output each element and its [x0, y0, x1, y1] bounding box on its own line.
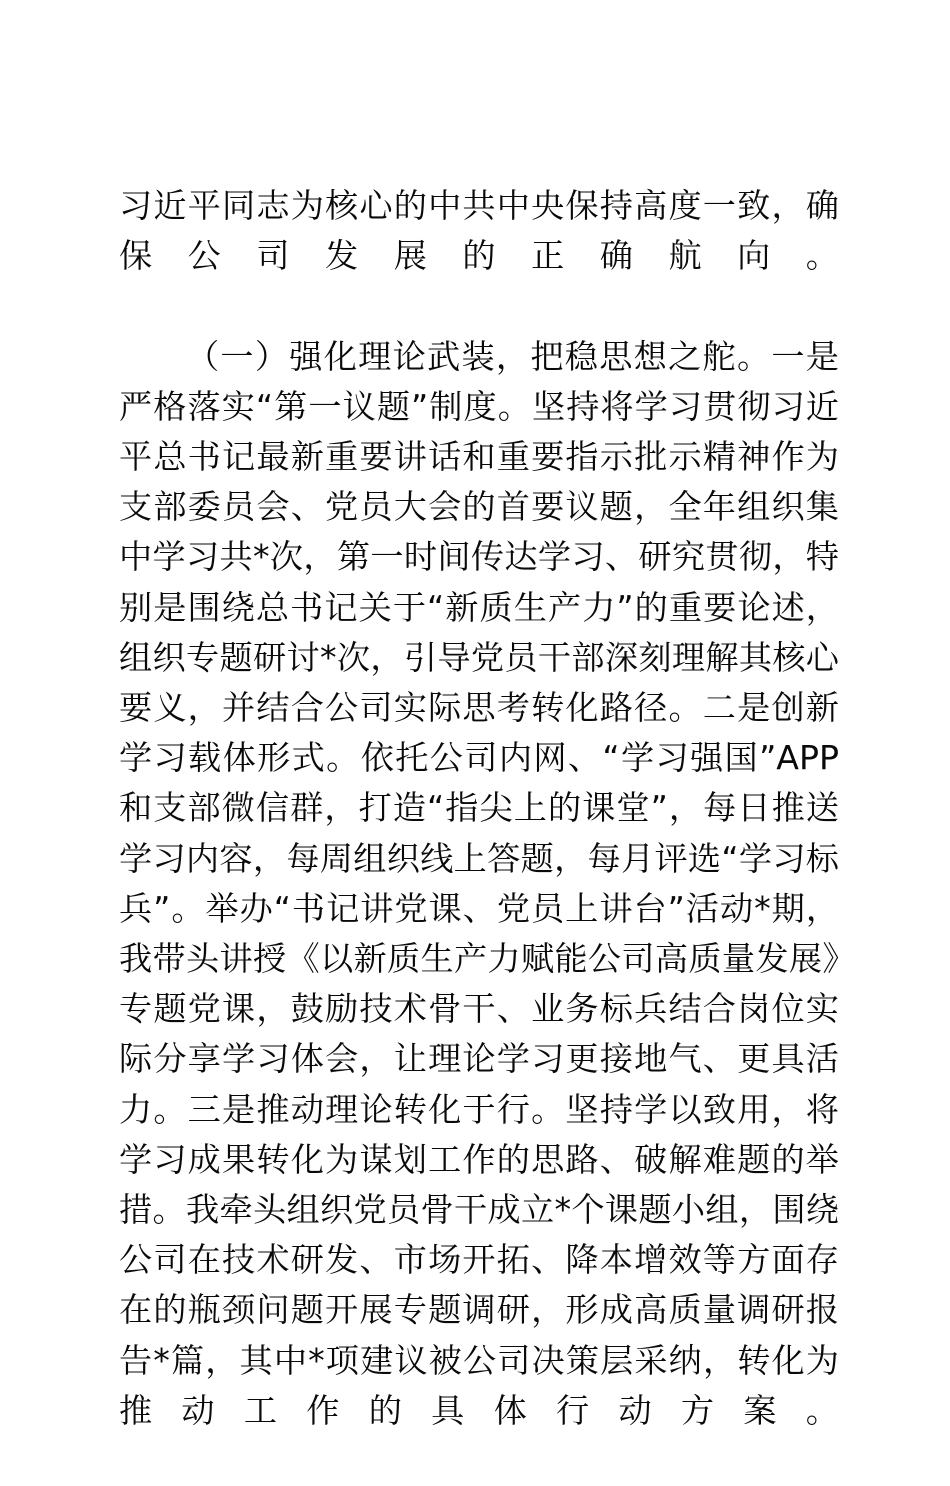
paragraph-continuation: 习近平同志为核心的中共中央保持高度一致，确保公司发展的正确航向。	[119, 186, 839, 276]
page-text-body	[119, 181, 839, 1486]
paragraph-section-one: （一）强化理论武装，把稳思想之舵。一是严格落实“第一议题”制度。坚持将学习贯彻习近平总书记最新重要讲话和重要指示批示精神作为支部委员会、党员大会的首要议题，全年组织集中学习共*次，第一时间传达学习、研究贯彻，特别是围绕总书记关于“新质生产力”的重要论述，组织专题研讨*次，引导党员干部深刻理解其核心要义，并结合公司实际思考转化路径。二是创新学习载体形式。依托公司内网、“学习强国”APP和支部微信群，打造“指尖上的课堂”，每日推送学习内容，每周组织线上答题，每月评选“学习标兵”。举办“书记讲党课、党员上讲台”活动*期，我带头讲授《以新质生产力赋能公司高质量发展》专题党课，鼓励技术骨干、业务标兵结合岗位实际分享学习体会，让理论学习更接地气、更具活力。三是推动理论转化于行。坚持学以致用，将学习成果转化为谋划工作的思路、破解难题的举措。我牵头组织党员骨干成立*个课题小组，围绕公司在技术研发、市场开拓、降本增效等方面存在的瓶颈问题开展专题调研，形成高质量调研报告*篇，其中*项建议被公司决策层采纳，转化为推动工作的具体行动方案。	[119, 336, 839, 1430]
